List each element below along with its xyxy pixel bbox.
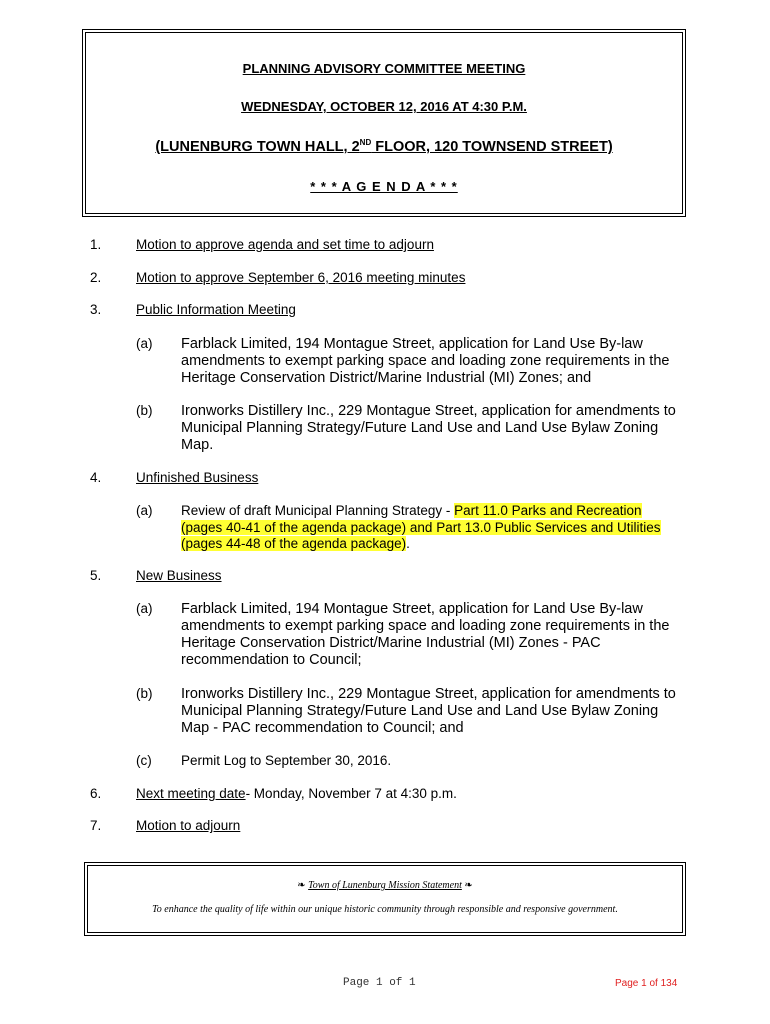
item-number: 4.	[90, 470, 102, 485]
item-title: Public Information Meeting	[136, 302, 296, 317]
mission-title: ❧ Town of Lunenburg Mission Statement ❧	[297, 880, 473, 891]
agenda-heading: * * * A G E N D A * * *	[310, 179, 458, 194]
item-title: Next meeting date- Monday, November 7 at 4:30 p.m.	[136, 786, 457, 801]
mission-statement-box	[84, 862, 686, 936]
header-box	[82, 29, 686, 217]
item-number: 6.	[90, 786, 102, 801]
item-number: 2.	[90, 270, 102, 285]
sub-item-letter: (a)	[136, 336, 153, 351]
package-page-number: Page 1 of 134	[615, 978, 678, 989]
item-title: Motion to adjourn	[136, 818, 241, 833]
sub-item-text: Farblack Limited, 194 Montague Street, application for Land Use By-law amendments to exempt parking space and loading zone requirements in the Heritage Conservation District/Marine Industrial (MI) Zones; and	[181, 336, 670, 386]
sub-item-text: Ironworks Distillery Inc., 229 Montague Street, application for amendments to Municipal Planning Strategy/Future Land Use and Land Use Bylaw Zoning Map.	[181, 403, 676, 453]
item-title: Motion to approve September 6, 2016 meeting minutes	[136, 270, 466, 285]
sub-item-text: Farblack Limited, 194 Montague Street, application for Land Use By-law amendments to exempt parking space and loading zone requirements in the Heritage Conservation District/Marine Industrial (MI) Zones - PAC recommendation to Council;	[181, 601, 670, 668]
sub-item-letter: (a)	[136, 601, 153, 616]
item-title: New Business	[136, 568, 222, 583]
sub-item-text: Review of draft Municipal Planning Strategy - Part 11.0 Parks and Recreation (pages 40-41 of the agenda package) and Part 13.0 Public Services and Utilities (pages 44-48 of the agenda package).	[181, 503, 661, 551]
sub-item-letter: (c)	[136, 753, 152, 768]
item-number: 1.	[90, 237, 102, 252]
sub-item-text: Permit Log to September 30, 2016.	[181, 753, 392, 768]
sub-item-letter: (b)	[136, 686, 153, 701]
item-number: 5.	[90, 568, 102, 583]
fleuron-icon: ❧	[464, 880, 473, 891]
meeting-location: (LUNENBURG TOWN HALL, 2ND FLOOR, 120 TOWNSEND STREET)	[155, 138, 613, 155]
mission-text: To enhance the quality of life within our unique historic community through responsible and responsive government.	[152, 904, 618, 915]
item-title: Motion to approve agenda and set time to adjourn	[136, 237, 434, 252]
highlighted-text: Part 11.0 Parks and Recreation (pages 40-41 of the agenda package) and Part 13.0 Public Services and Utilities (pages 44-48 of the agenda package)	[181, 503, 661, 551]
sub-item-letter: (a)	[136, 503, 153, 518]
sub-item-letter: (b)	[136, 403, 153, 418]
meeting-title: PLANNING ADVISORY COMMITTEE MEETING	[242, 61, 526, 76]
sub-item-text: Ironworks Distillery Inc., 229 Montague Street, application for amendments to Municipal Planning Strategy/Future Land Use and Land Use Bylaw Zoning Map - PAC recommendation to Council; and	[181, 686, 676, 736]
item-number: 3.	[90, 302, 102, 317]
page-number: Page 1 of 1	[343, 977, 416, 989]
item-title: Unfinished Business	[136, 470, 259, 485]
fleuron-icon: ❧	[297, 880, 306, 891]
item-number: 7.	[90, 818, 102, 833]
meeting-date: WEDNESDAY, OCTOBER 12, 2016 AT 4:30 P.M.	[241, 99, 527, 114]
